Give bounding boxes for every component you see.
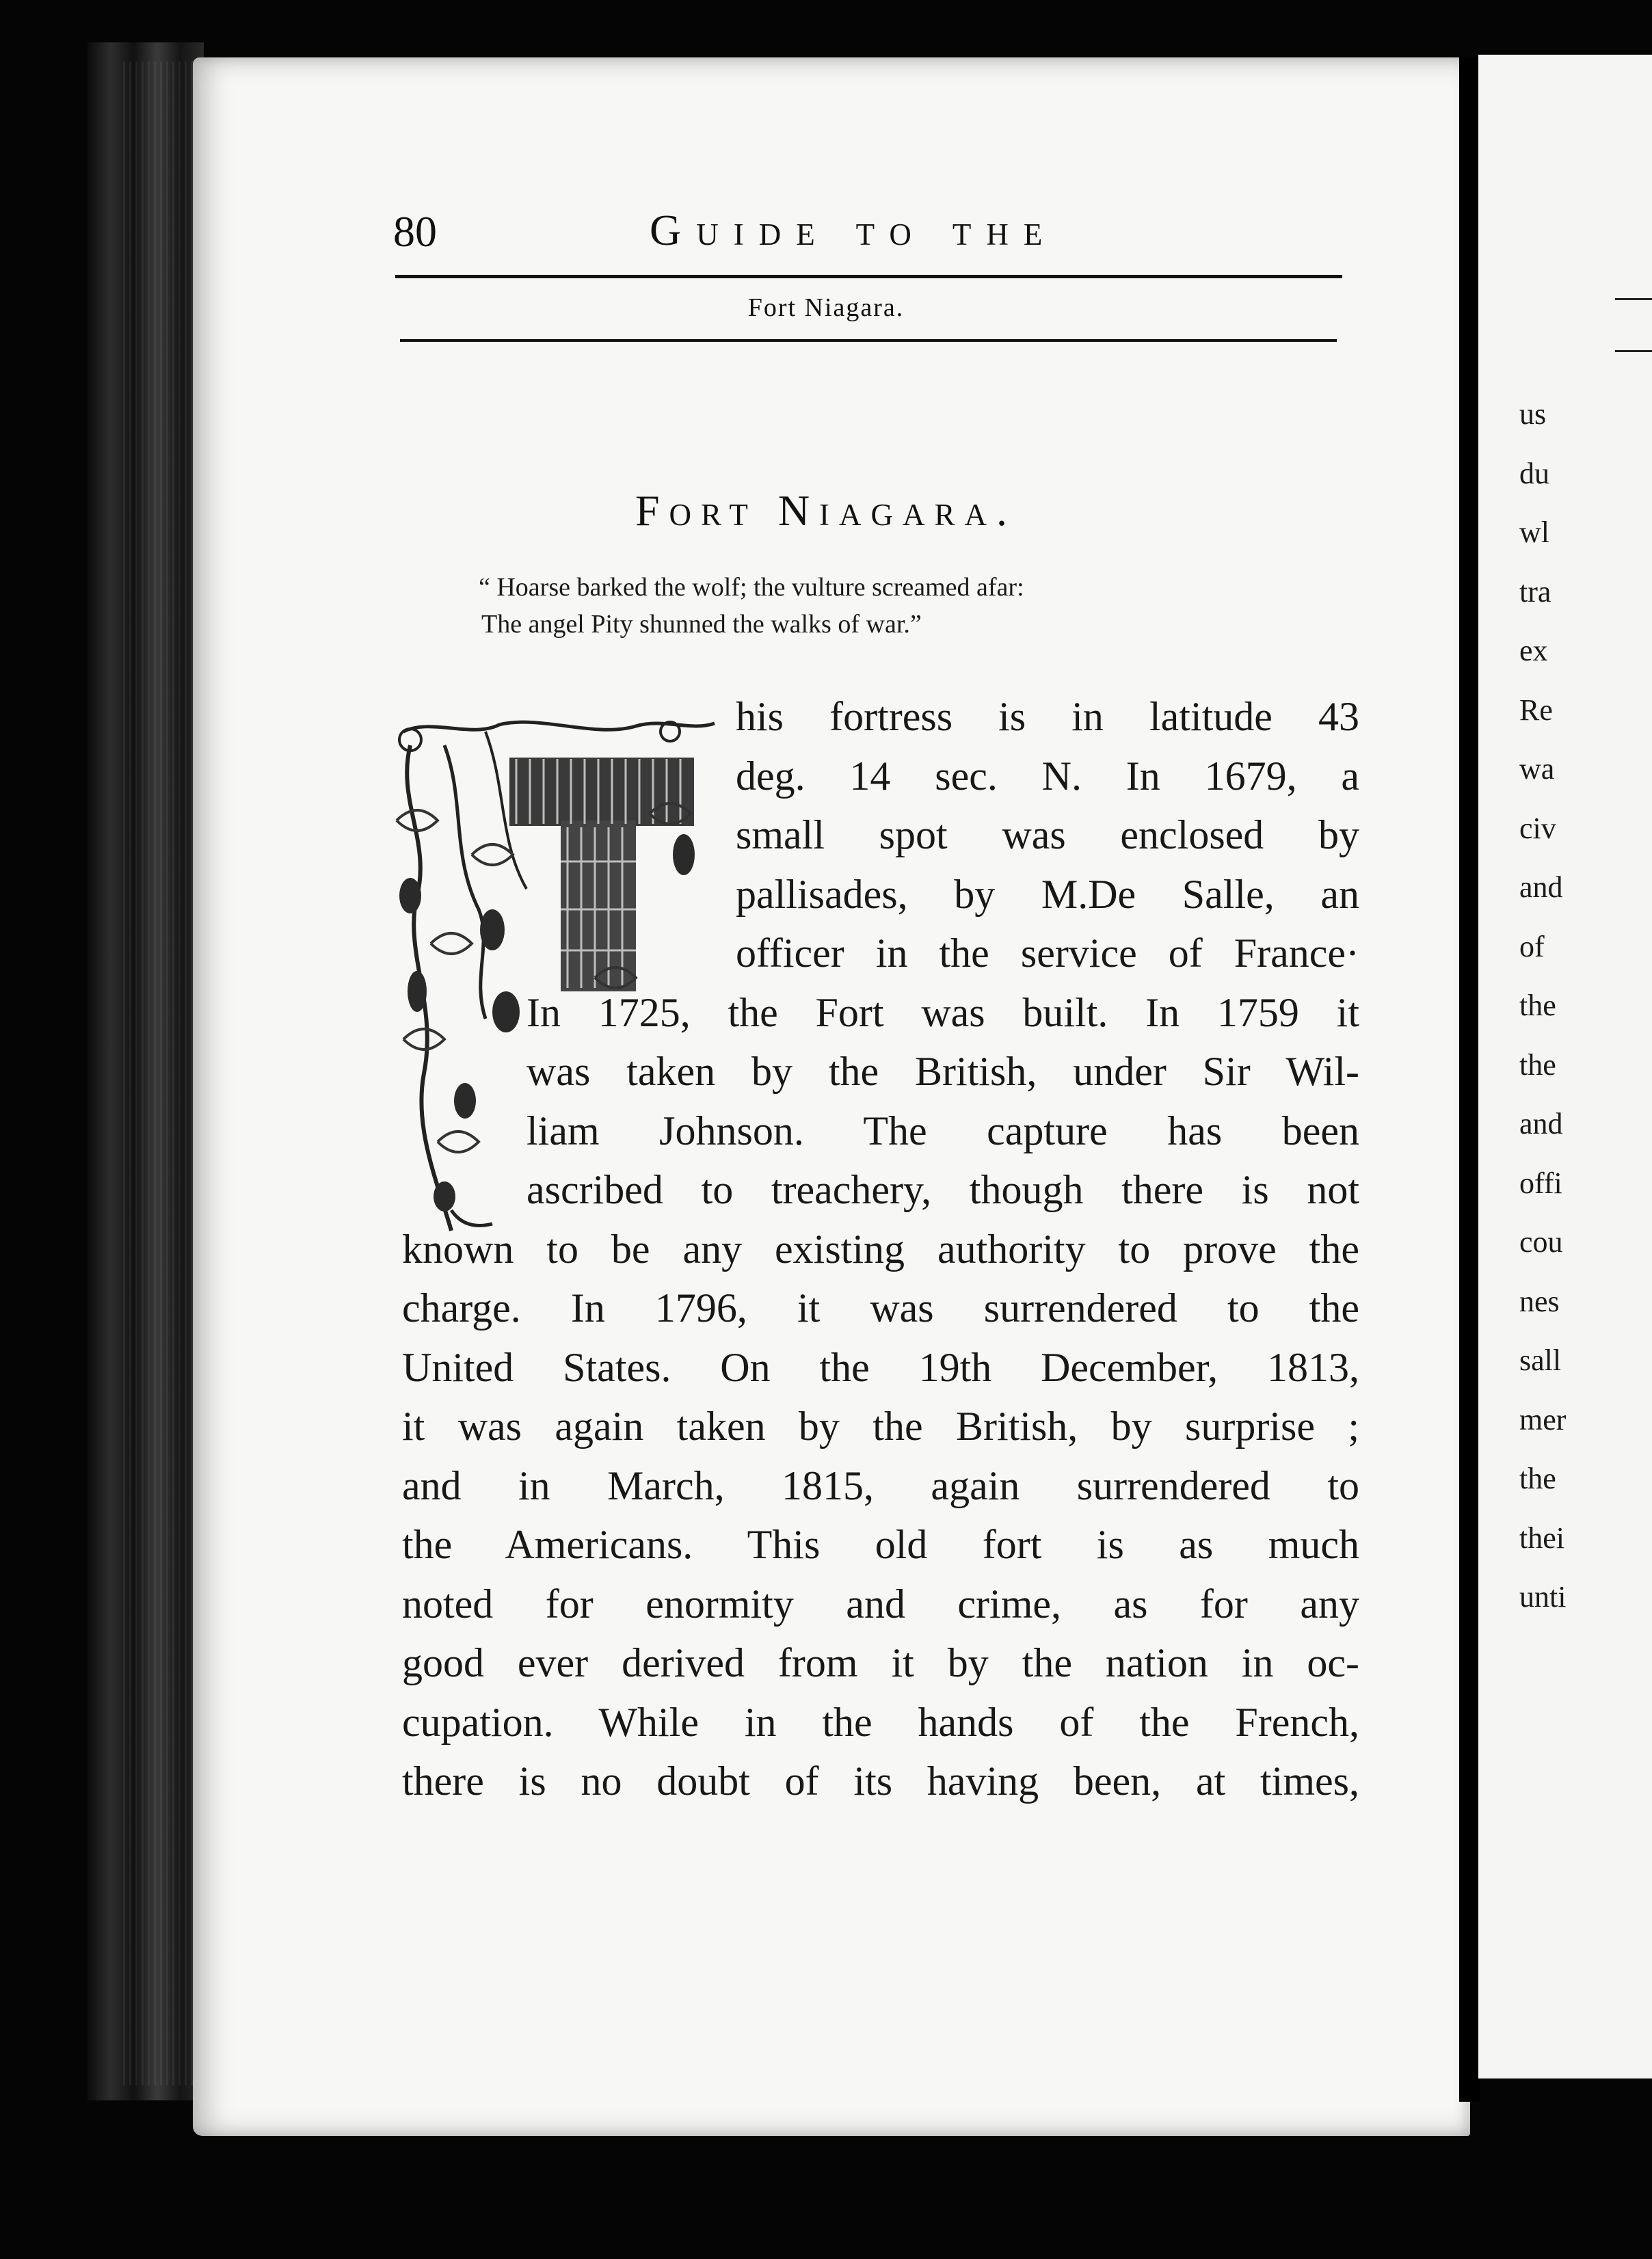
- right-page-line: mer: [1519, 1402, 1567, 1436]
- body-line: ascribed to treachery, though there is not: [527, 1167, 1359, 1212]
- body-line: there is no doubt of its having been, at times,: [402, 1759, 1359, 1804]
- right-page-line: wl: [1519, 516, 1549, 549]
- body-line: was taken by the British, under Sir Wil-: [527, 1049, 1359, 1094]
- epigraph-line-1: “ Hoarse barked the wolf; the vulture screamed afar:: [479, 573, 1024, 602]
- right-page-line: Re: [1519, 693, 1553, 727]
- epigraph: [479, 569, 1340, 643]
- left-page: [193, 57, 1470, 2136]
- header-rule-top: [395, 275, 1342, 278]
- drop-cap-ornament: [390, 718, 718, 1238]
- right-page-rule-2: [1615, 350, 1652, 352]
- right-page-line: nes: [1519, 1284, 1560, 1318]
- right-page-line: wa: [1519, 752, 1555, 786]
- book-gutter: [1459, 57, 1480, 2102]
- body-line: it was again taken by the British, by surprise ;: [402, 1404, 1359, 1449]
- right-page-line: the: [1519, 1462, 1556, 1495]
- epigraph-line-2: The angel Pity shunned the walks of war.”: [481, 610, 922, 639]
- right-page-fragment: [1478, 55, 1652, 2078]
- right-page-line: of: [1519, 929, 1545, 963]
- running-subtitle: Fort Niagara.: [747, 293, 905, 322]
- right-page-line: du: [1519, 456, 1549, 490]
- body-line: known to be any existing authority to prove the: [402, 1226, 1359, 1272]
- body-line: liam Johnson. The capture has been: [527, 1108, 1359, 1153]
- body-line: officer in the service of France·: [736, 931, 1359, 976]
- body-line: cupation. While in the hands of the French,: [402, 1699, 1359, 1745]
- body-line: charge. In 1796, it was surrendered to the: [402, 1285, 1359, 1331]
- right-page-line: us: [1519, 397, 1547, 431]
- body-line: his fortress is in latitude 43: [736, 694, 1359, 739]
- right-page-line: ex: [1519, 634, 1548, 667]
- running-title: Guide to the: [650, 206, 1058, 254]
- right-page-line: and: [1519, 1107, 1563, 1140]
- right-page-line: tra: [1519, 574, 1551, 609]
- body-line: and in March, 1815, again surrendered to: [402, 1462, 1359, 1508]
- body-line: United States. On the 19th December, 1813,: [402, 1344, 1359, 1390]
- right-page-line: the: [1519, 989, 1556, 1022]
- body-line: noted for enormity and crime, as for any: [402, 1581, 1359, 1627]
- page-number: 80: [393, 207, 437, 256]
- right-page-line: and: [1519, 870, 1563, 904]
- right-page-line: unti: [1519, 1580, 1567, 1614]
- book-page-edge-texture: [123, 62, 198, 2085]
- body-line: In 1725, the Fort was built. In 1759 it: [527, 989, 1359, 1035]
- right-page-line: the: [1519, 1047, 1556, 1082]
- body-line: small spot was enclosed by: [736, 812, 1359, 857]
- right-page-line: sall: [1519, 1344, 1562, 1377]
- right-page-line: offi: [1519, 1166, 1562, 1200]
- body-line: deg. 14 sec. N. In 1679, a: [736, 753, 1359, 799]
- body-line: the Americans. This old fort is as much: [402, 1522, 1359, 1567]
- chapter-title: Fort Niagara.: [635, 486, 1017, 535]
- right-page-line: thei: [1519, 1521, 1564, 1555]
- drop-cap-letter-shape: [509, 758, 694, 991]
- right-page-line: cou: [1519, 1225, 1563, 1259]
- body-line: good ever derived from it by the nation in oc-: [402, 1640, 1359, 1685]
- body-line: pallisades, by M.De Salle, an: [736, 871, 1359, 917]
- header-rule-bottom: [400, 339, 1337, 342]
- right-page-line: civ: [1519, 811, 1556, 845]
